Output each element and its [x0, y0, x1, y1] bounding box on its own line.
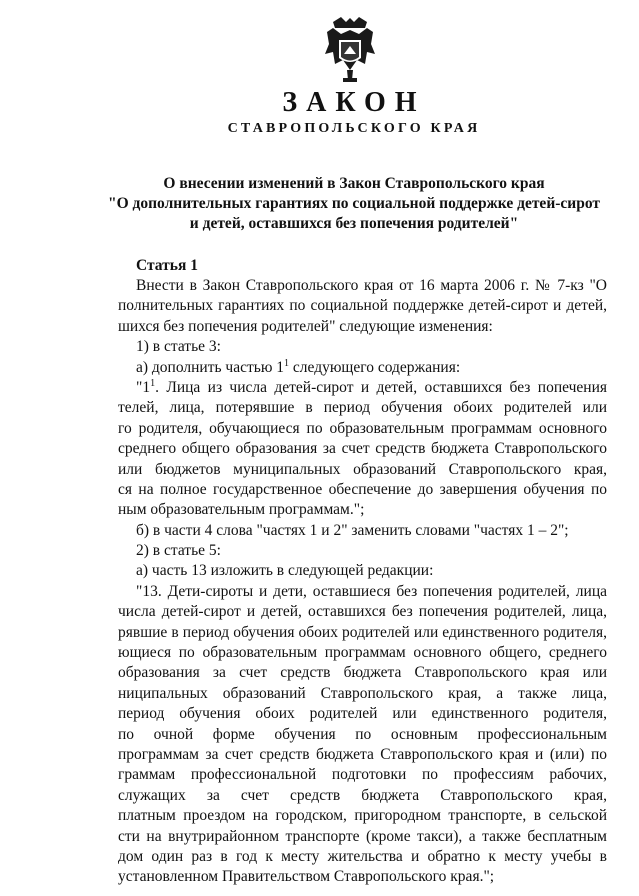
- body-line: телей, лица, потерявшие в период обучения обоих родителей или: [118, 399, 607, 417]
- body-line: 1) в статье 3:: [136, 338, 221, 356]
- body-text: следующего содержания:: [289, 358, 461, 376]
- body-line: ющиеся по образовательным программам основного общего, среднего: [118, 644, 607, 662]
- subject-line: "О дополнительных гарантиях по социальной поддержке детей-сирот: [107, 195, 600, 212]
- body-line: "13. Дети-сироты и дети, оставшиеся без попечения родителей, лица: [136, 582, 607, 600]
- body-text: а) дополнить частью 1: [136, 358, 285, 376]
- subject-line: О внесении изменений в Закон Ставропольского края: [163, 175, 545, 192]
- body-line: образования за счет средств бюджета Ставропольского края или: [118, 664, 607, 682]
- body-line: [118, 358, 607, 378]
- body-line: по очной форме обучения по основным профессиональным: [118, 725, 607, 743]
- body-line: установленном Правительством Ставропольского края.";: [118, 868, 495, 886]
- body-line: Внести в Закон Ставропольского края от 16 марта 2006 г. № 7-кз "О: [136, 277, 607, 294]
- body-line: служащих за счет средств бюджета Ставропольского края,: [118, 786, 607, 804]
- law-subject: [0, 174, 639, 234]
- body-line: ным образовательным программам.";: [118, 501, 365, 519]
- body-line: шихся без попечения родителей" следующие изменения:: [118, 317, 493, 335]
- body-line: 2) в статье 5:: [136, 542, 221, 560]
- body-line: а) часть 13 изложить в следующей редакции:: [136, 562, 434, 580]
- body-line: б) в части 4 слова "частях 1 и 2" заменить словами "частях 1 – 2";: [136, 521, 569, 539]
- body-text: . Лица из числа детей-сирот и детей, оставшихся без попечения: [155, 378, 607, 396]
- body-line: граммам профессиональной подготовки по профессиям рабочих,: [118, 766, 607, 784]
- body-line: сти на внутрирайонном транспорте (кроме такси), а также бесплатным: [118, 827, 607, 845]
- superscript: 1: [284, 357, 290, 369]
- region-name: СТАВРОПОЛЬСКОГО КРАЯ: [227, 121, 481, 136]
- body-line: го родителя, обучающиеся по образовательным программам основного: [118, 419, 607, 437]
- body-line: полнительных гарантиях по социальной поддержке детей-сирот и детей,: [118, 297, 607, 315]
- body-line: ниципальных образований Ставропольского края, а также лица,: [118, 684, 607, 702]
- body-line: период обучения обоих родителей или единственного родителя,: [118, 705, 607, 723]
- coat-of-arms-icon: [321, 14, 379, 84]
- body-line: [118, 378, 607, 398]
- article-heading: Статья 1: [136, 257, 198, 274]
- superscript: 1: [150, 377, 156, 389]
- body-line: рявшие в период обучения обоих родителей или единственного родителя,: [118, 623, 607, 641]
- subject-line: и детей, оставшихся без попечения родителей": [189, 215, 519, 232]
- body-line: платным проездом на городском, пригородном транспорте, в сельской: [118, 807, 607, 825]
- body-line: или бюджетов муниципальных образований Ставропольского края,: [118, 460, 607, 478]
- body-text: "1: [136, 378, 151, 396]
- body-line: программам за счет средств бюджета Ставропольского края и (или) по: [118, 745, 607, 763]
- body-line: числа детей-сирот и детей, оставшихся без попечения родителей, лица,: [118, 603, 607, 621]
- article-body: [118, 276, 607, 888]
- body-line: ся на полное государственное обеспечение до завершения обучения по: [118, 480, 607, 498]
- body-line: среднего общего образования за счет средств бюджета Ставропольского: [118, 440, 607, 458]
- law-title: ЗАКОН: [282, 87, 426, 118]
- body-line: дом один раз в год к месту жительства и обратно к месту учебы в: [118, 847, 607, 865]
